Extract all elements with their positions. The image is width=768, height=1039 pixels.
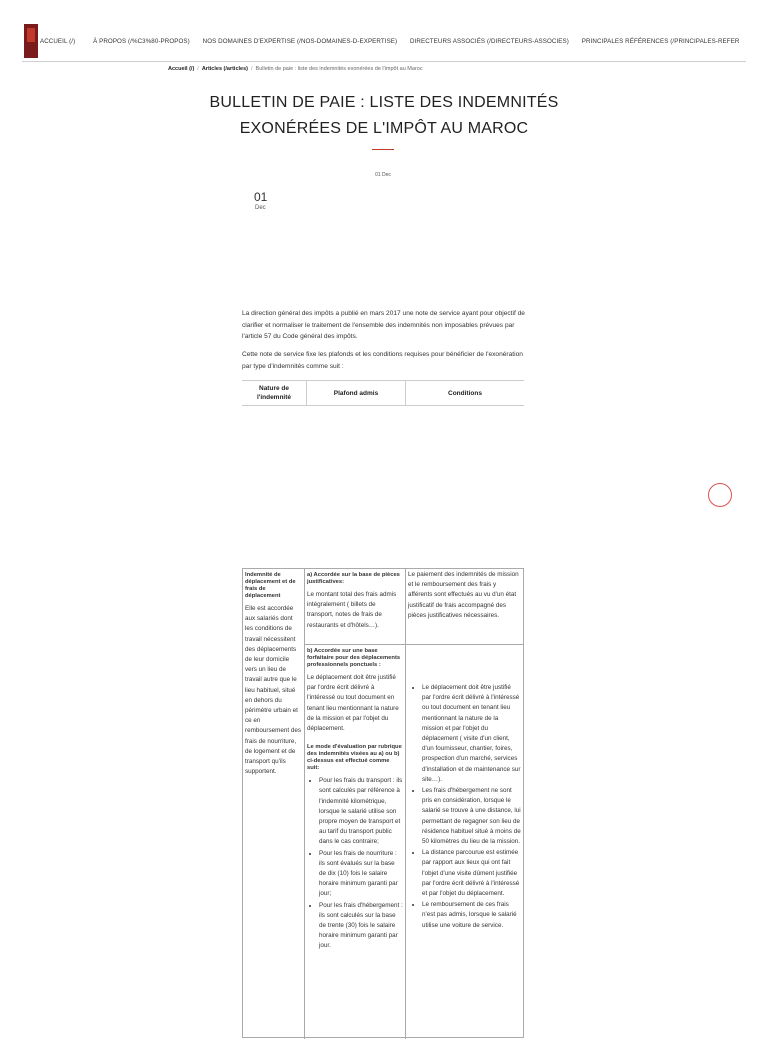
breadcrumb	[168, 66, 423, 72]
indemnities-table	[242, 568, 524, 1038]
nav-divider	[22, 61, 746, 62]
list-item: • Pour les frais du transport : ils sont calculés par référence à l'indemnité kilométrique, lorsque le salarié utilise son propre moyen de transport et au tarif du transport public dans le cas contraire;	[319, 776, 403, 847]
column-header-plafond: Plafond admis	[307, 381, 406, 405]
breadcrumb-separator: /	[251, 66, 253, 72]
nav-item-domaines[interactable]: NOS DOMAINES D'EXPERTISE (/NOS-DOMAINES-D-EXPERTISE)	[202, 38, 398, 45]
table-cell-conditions-b	[406, 645, 523, 1039]
list-item: • Pour les frais d'hébergement : ils sont calculés sur la base de trente (30) fois le salaire horaire minimum garanti par jour.	[319, 901, 403, 952]
page-title	[180, 90, 588, 142]
list-item: • Le remboursement de ces frais n'est pas admis, lorsque le salarié utilise une voiture de service.	[422, 900, 521, 931]
title-divider	[372, 149, 394, 150]
nav-item-directeurs[interactable]: DIRECTEURS ASSOCIÉS (/DIRECTEURS-ASSOCIES)	[410, 38, 569, 45]
cell-text: Le paiement des indemnités de mission et le remboursement des frais y afférents sont effectués au vu d'un état justificatif de frais accompagné des pièces justificatives nécessaires.	[408, 571, 519, 619]
breadcrumb-current: Bulletin de paie : liste des indemnités exonérées de l'impôt au Maroc	[255, 66, 423, 72]
nav-item-references[interactable]: PRINCIPALES RÉFÉRENCES (/PRINCIPALES-REFER	[581, 38, 740, 45]
intro-paragraph-2: Cette note de service fixe les plafonds et les conditions requises pour bénéficier de l'exonération par type d'indemnités comme suit :	[242, 351, 523, 370]
table-cell-nature	[243, 569, 305, 1039]
top-navigation	[0, 0, 768, 62]
breadcrumb-home[interactable]: Accueil (/)	[168, 66, 195, 72]
column-header-nature: Nature de l'indemnité	[242, 381, 307, 405]
title-line-1: BULLETIN DE PAIE : LISTE DES INDEMNITÉS	[209, 94, 559, 111]
table-cell-conditions-a	[406, 569, 523, 645]
nav-menu	[40, 38, 750, 45]
table-cell-plafond-a	[305, 569, 406, 645]
cell-list	[307, 776, 403, 951]
date-month: Dec	[255, 205, 266, 211]
list-item: • Pour les frais de nourriture : ils sont évalués sur la base de dix (10) fois le salaire horaire minimum garanti par jour;	[319, 849, 403, 900]
column-header-conditions: Conditions	[448, 389, 482, 397]
cell-text: Elle est accordée aux salariés dont les conditions de travail nécessitent des déplacements de leur domicile vers un lieu de travail autre que le lieu habituel, situé en dehors du périmètre urbain et ce en remboursement des frais de nourriture, de logement et de transport qu'ils supportent.	[245, 605, 301, 776]
publish-date: 01 Dec	[375, 172, 391, 178]
cell-heading: Indemnité de déplacement et de frais de déplacement	[245, 572, 296, 599]
intro-paragraph: La direction général des impôts a publié en mars 2017 une note de service ayant pour objectif de clarifier et normaliser le traitement de l'ensemble des indemnités non imposables prévues par l'article 57 du Code général des impôts.	[242, 310, 525, 340]
cell-list	[410, 683, 521, 931]
cell-text: Le montant total des frais admis intégralement ( billets de transport, notes de frais de restaurants et d'hôtels…).	[307, 591, 397, 629]
logo[interactable]	[24, 24, 38, 58]
breadcrumb-separator: /	[197, 66, 199, 72]
title-line-2: EXONÉRÉES DE L'IMPÔT AU MAROC	[239, 120, 529, 137]
cell-text: Le déplacement doit être justifié par l'ordre écrit délivré à l'intéressé ou tout document en tenant lieu mentionnant la nature de la mission et par l'objet du déplacement.	[307, 674, 399, 733]
table-header	[242, 380, 524, 406]
list-item: • Les frais d'hébergement ne sont pris en considération, lorsque le salarié se trouve à une distance, lui permettant de regagner son lieu de résidence habituel situé à moins de 50 kilomètres du lieu de la mission.	[422, 786, 521, 847]
cell-heading: a) Accordée sur la base de pièces justificatives:	[307, 572, 400, 585]
list-item: • La distance parcourue est estimée par rapport aux lieux qui ont fait l'objet d'une visite dûment justifiée par l'ordre écrit délivré à l'intéressé et par l'objet du déplacement.	[422, 848, 521, 899]
table-cell-plafond-b	[305, 645, 406, 1039]
cell-heading: Le mode d'évaluation par rubrique des indemnités visées au a) ou b) ci-dessus est effectué comme suit:	[307, 744, 402, 772]
cell-heading: b) Accordée sur une base forfaitaire pour des déplacements professionnels ponctuels :	[307, 648, 401, 668]
floating-action-button[interactable]	[708, 483, 732, 507]
nav-item-a-propos[interactable]: À PROPOS (/%C3%80-PROPOS)	[93, 38, 190, 45]
list-item: • Le déplacement doit être justifié par l'ordre écrit délivré à l'intéressé ou tout document en tenant lieu mentionnant la nature de la mission et par l'objet du déplacement ( visite d'un client, d'un fournisseur, chantier, foires, prospection d'un marché, services d'installation et de maintenance sur site…).	[422, 683, 521, 785]
date-day: 01	[254, 190, 268, 204]
breadcrumb-articles[interactable]: Articles (/articles)	[201, 66, 248, 72]
nav-item-accueil[interactable]: ACCUEIL (/)	[40, 38, 76, 45]
